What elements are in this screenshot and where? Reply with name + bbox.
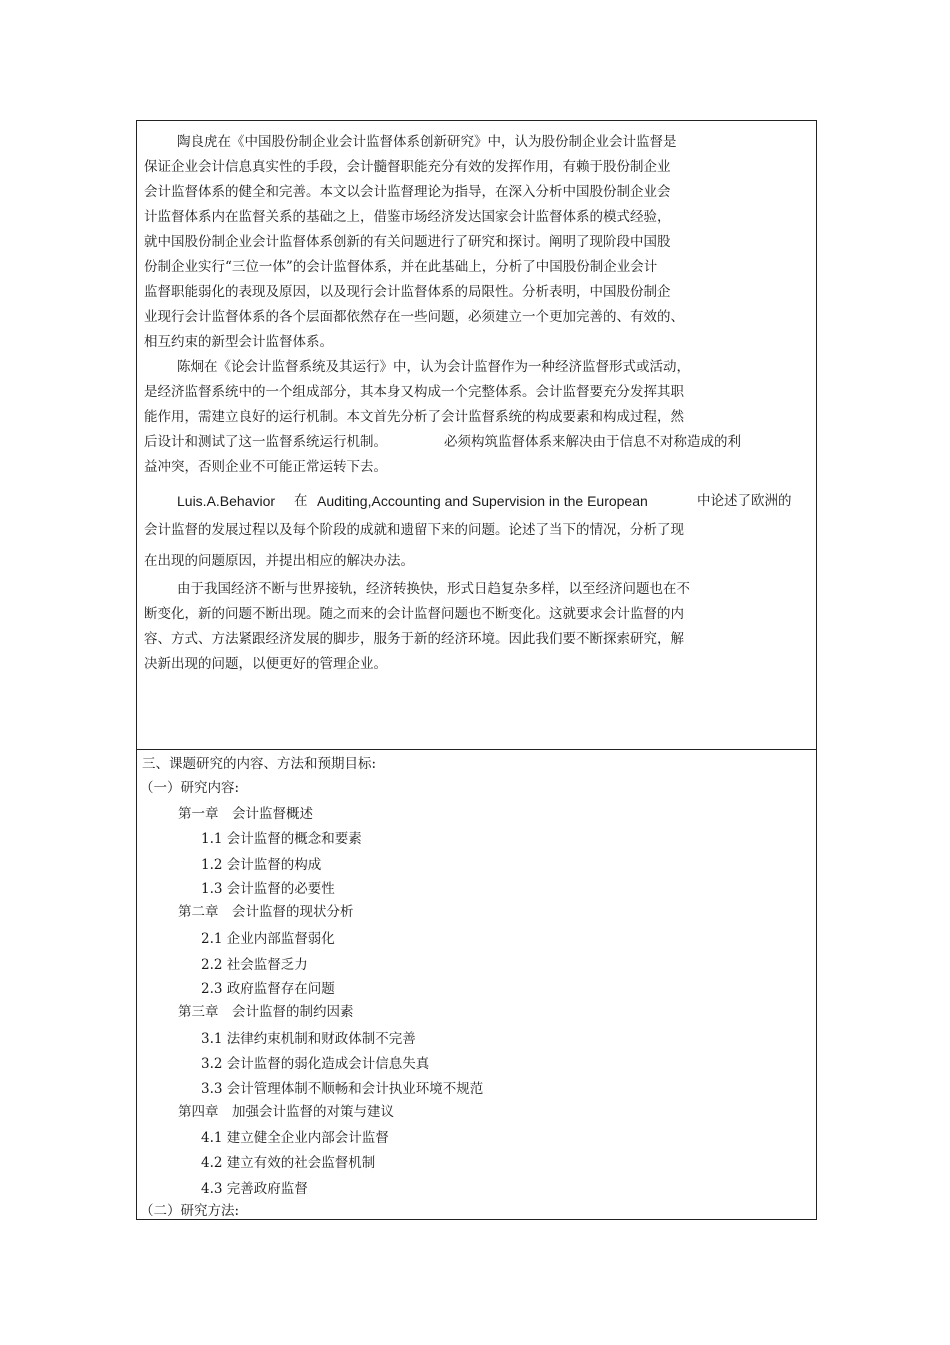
chapter-item: 4.1 建立健全企业内部会计监督 — [201, 1130, 389, 1146]
chapter-item: 1.3 会计监督的必要性 — [201, 881, 335, 897]
review-p2-line: 能作用，需建立良好的运行机制。本文首先分析了会计监督系统的构成要素和构成过程，然 — [144, 409, 684, 425]
review-p2-line: 陈炯在《论会计监督系统及其运行》中，认为会计监督作为一种经济监督形式或活动， — [177, 359, 690, 375]
review-p4-line: 由于我国经济不断与世界接轨，经济转换快，形式日趋复杂多样，以至经济问题也在不 — [177, 581, 690, 597]
review-p2-line: 益冲突，否则企业不可能正常运转下去。 — [144, 459, 387, 475]
review-p1-line: 计监督体系内在监督关系的基础之上，借鉴市场经济发达国家会计监督体系的模式经验， — [144, 209, 671, 225]
section3-heading: 三、课题研究的内容、方法和预期目标: — [142, 756, 377, 772]
review-p1-line: 监督职能弱化的表现及原因，以及现行会计监督体系的局限性。分析表明，中国股份制企 — [144, 284, 671, 300]
chapter-title: 第一章 会计监督概述 — [178, 806, 313, 822]
chapter-item: 1.1 会计监督的概念和要素 — [201, 831, 362, 847]
research-method-heading: （二）研究方法: — [140, 1203, 240, 1219]
chapter-item: 4.2 建立有效的社会监督机制 — [201, 1155, 376, 1171]
chapter-item: 3.3 会计管理体制不顺畅和会计执业环境不规范 — [201, 1081, 484, 1097]
review-p1-line: 保证企业会计信息真实性的手段，会计髓督职能充分有效的发挥作用，有赖于股份制企业 — [144, 159, 671, 175]
section-divider — [136, 749, 817, 750]
chapter-item: 3.1 法律约束机制和财政体制不完善 — [201, 1031, 416, 1047]
review-p1-line: 业现行会计监督体系的各个层面都依然存在一些问题，必须建立一个更加完善的、有效的、 — [144, 309, 684, 325]
review-p3-work: Auditing,Accounting and Supervision in the European — [317, 493, 648, 509]
chapter-item: 2.2 社会监督乏力 — [201, 957, 308, 973]
chapter-title: 第四章 加强会计监督的对策与建议 — [178, 1104, 394, 1120]
review-p3-line: 会计监督的发展过程以及每个阶段的成就和遗留下来的问题。论述了当下的情况，分析了现 — [144, 522, 684, 538]
review-p3-connector: 在 — [294, 493, 308, 509]
review-p3-author: Luis.A.Behavior — [177, 493, 276, 509]
chapter-item: 4.3 完善政府监督 — [201, 1181, 308, 1197]
review-p3-tail: 中论述了欧洲的 — [697, 493, 792, 509]
review-p3-line: 在出现的问题原因，并提出相应的解决办法。 — [144, 553, 414, 569]
review-p1-line: 就中国股份制企业会计监督体系创新的有关问题进行了研究和探讨。阐明了现阶段中国股 — [144, 234, 671, 250]
chapter-item: 2.3 政府监督存在问题 — [201, 981, 335, 997]
review-p4-line: 决新出现的问题，以便更好的管理企业。 — [144, 656, 387, 672]
review-p2-line: 必须构筑监督体系来解决由于信息不对称造成的利 — [444, 434, 741, 450]
review-p4-line: 容、方式、方法紧跟经济发展的脚步，服务于新的经济环境。因此我们要不断探索研究，解 — [144, 631, 684, 647]
chapter-item: 3.2 会计监督的弱化造成会计信息失真 — [201, 1056, 430, 1072]
review-p1-line: 陶良虎在《中国股份制企业会计监督体系创新研究》中，认为股份制企业会计监督是 — [177, 134, 677, 150]
chapter-item: 1.2 会计监督的构成 — [201, 857, 322, 873]
review-p2-line: 是经济监督系统中的一个组成部分，其本身又构成一个完整体系。会计监督要充分发挥其职 — [144, 384, 684, 400]
chapter-title: 第三章 会计监督的制约因素 — [178, 1004, 354, 1020]
chapter-title: 第二章 会计监督的现状分析 — [178, 904, 354, 920]
review-p1-line: 相互约束的新型会计监督体系。 — [144, 334, 333, 350]
review-p4-line: 断变化，新的问题不断出现。随之而来的会计监督问题也不断变化。这就要求会计监督的内 — [144, 606, 684, 622]
review-p1-line: 份制企业实行“三位一体”的会计监督体系，并在此基础上，分析了中国股份制企业会计 — [144, 259, 658, 275]
chapter-item: 2.1 企业内部监督弱化 — [201, 931, 335, 947]
review-p1-line: 会计监督体系的健全和完善。本文以会计监督理论为指导，在深入分析中国股份制企业会 — [144, 184, 671, 200]
research-content-heading: （一）研究内容: — [140, 780, 240, 796]
review-p2-line: 后设计和测试了这一监督系统运行机制。 — [144, 434, 387, 450]
